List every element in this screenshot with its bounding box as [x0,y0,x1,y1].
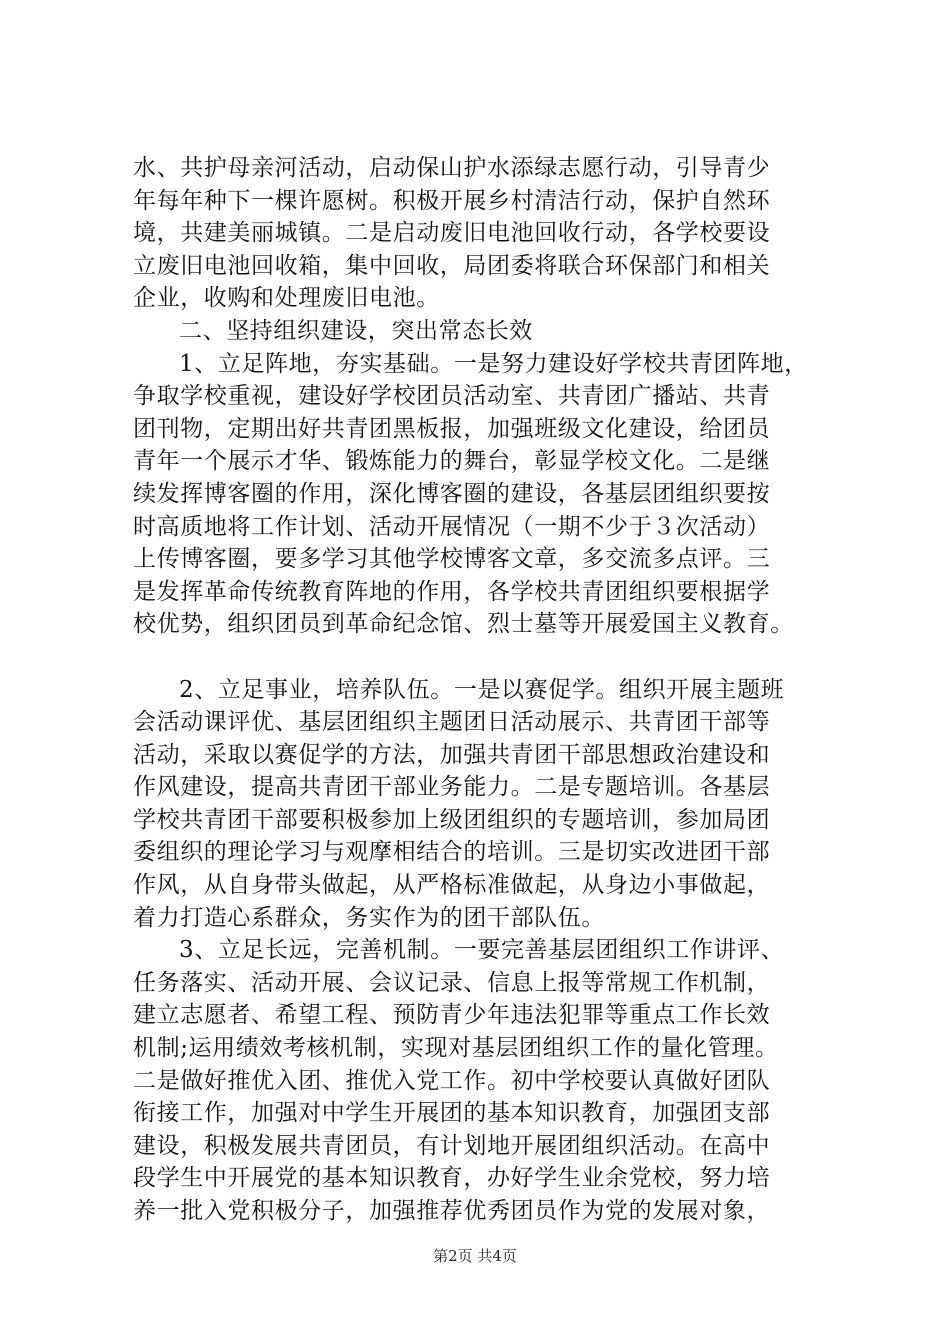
text-line: 续发挥博客圈的作用，深化博客圈的建设，各基层团组织要按 [133,480,771,507]
text-line: 1、立足阵地，夯实基础。一是努力建设好学校共青团阵地， [179,350,808,377]
paragraph-position-building [133,348,863,641]
text-line: 学校共青团干部要积极参加上级团组织的专题培训，参加局团 [133,806,771,833]
text-line: 养一批入党积极分子，加强推荐优秀团员作为党的发展对象， [133,1198,771,1224]
text-line: 水、共护母亲河活动，启动保山护水添绿志愿行动，引导青少 [133,155,771,181]
document-body [133,152,863,1228]
paragraph-continued [133,152,863,315]
text-line: 活动，采取以赛促学的方法，加强共青团干部思想政治建设和 [133,741,771,768]
text-line: 立废旧电池回收箱，集中回收，局团委将联合环保部门和相关 [133,252,771,279]
text-line: 段学生中开展党的基本知识教育，办好学生业余党校，努力培 [133,1165,771,1192]
paragraph-team-training [133,674,863,935]
text-line: 二是做好推优入团、推优入党工作。初中学校要认真做好团队 [133,1067,771,1094]
paragraph-gap [133,641,863,674]
text-line: 时高质地将工作计划、活动开展情况（一期不少于３次活动） [133,513,771,540]
text-line: 任务落实、活动开展、会议记录、信息上报等常规工作机制， [133,969,771,996]
text-line: 境，共建美丽城镇。二是启动废旧电池回收行动，各学校要设 [133,220,771,247]
section-heading: 二、坚持组织建设，突出常态长效 [179,317,533,344]
text-line: 作风建设，提高共青团干部业务能力。二是专题培训。各基层 [133,774,771,801]
text-line: 2、立足事业，培养队伍。一是以赛促学。组织开展主题班 [179,676,785,703]
text-line: 青年一个展示才华、锻炼能力的舞台，彰显学校文化。二是继 [133,448,771,475]
text-line: 着力打造心系群众，务实作为的团干部队伍。 [133,904,605,931]
text-line: 争取学校重视，建设好学校团员活动室、共青团广播站、共青 [133,383,771,410]
text-line: 委组织的理论学习与观摩相结合的培训。三是切实改进团干部 [133,839,771,866]
text-line: 机制;运用绩效考核机制，实现对基层团组织工作的量化管理。 [133,1035,779,1062]
text-line: 团刊物，定期出好共青团黑板报，加强班级文化建设，给团员 [133,415,771,442]
text-line: 作风，从自身带头做起，从严格标准做起，从身边小事做起， [133,872,771,899]
text-line: 上传博客圈，要多学习其他学校博客文章，多交流多点评。三 [133,546,771,573]
page-number: 第2页 共4页 [433,1247,517,1265]
text-line: 会活动课评优、基层团组织主题团日活动展示、共青团干部等 [133,709,771,736]
text-line: 3、立足长远，完善机制。一要完善基层团组织工作讲评、 [179,937,785,964]
text-line: 企业，收购和处理废旧电池。 [133,285,440,312]
text-line: 衔接工作，加强对中学生开展团的基本知识教育，加强团支部 [133,1100,771,1127]
text-line: 建设，积极发展共青团员，有计划地开展团组织活动。在高中 [133,1132,771,1159]
text-line: 年每年种下一棵许愿树。积极开展乡村清洁行动，保护自然环 [133,187,771,214]
text-line: 是发挥革命传统教育阵地的作用，各学校共青团组织要根据学 [133,578,771,605]
text-line: 建立志愿者、希望工程、预防青少年违法犯罪等重点工作长效 [133,1002,771,1029]
paragraph-mechanism [133,934,863,1227]
text-line: 校优势，组织团员到革命纪念馆、烈士墓等开展爱国主义教育。 [133,611,794,638]
